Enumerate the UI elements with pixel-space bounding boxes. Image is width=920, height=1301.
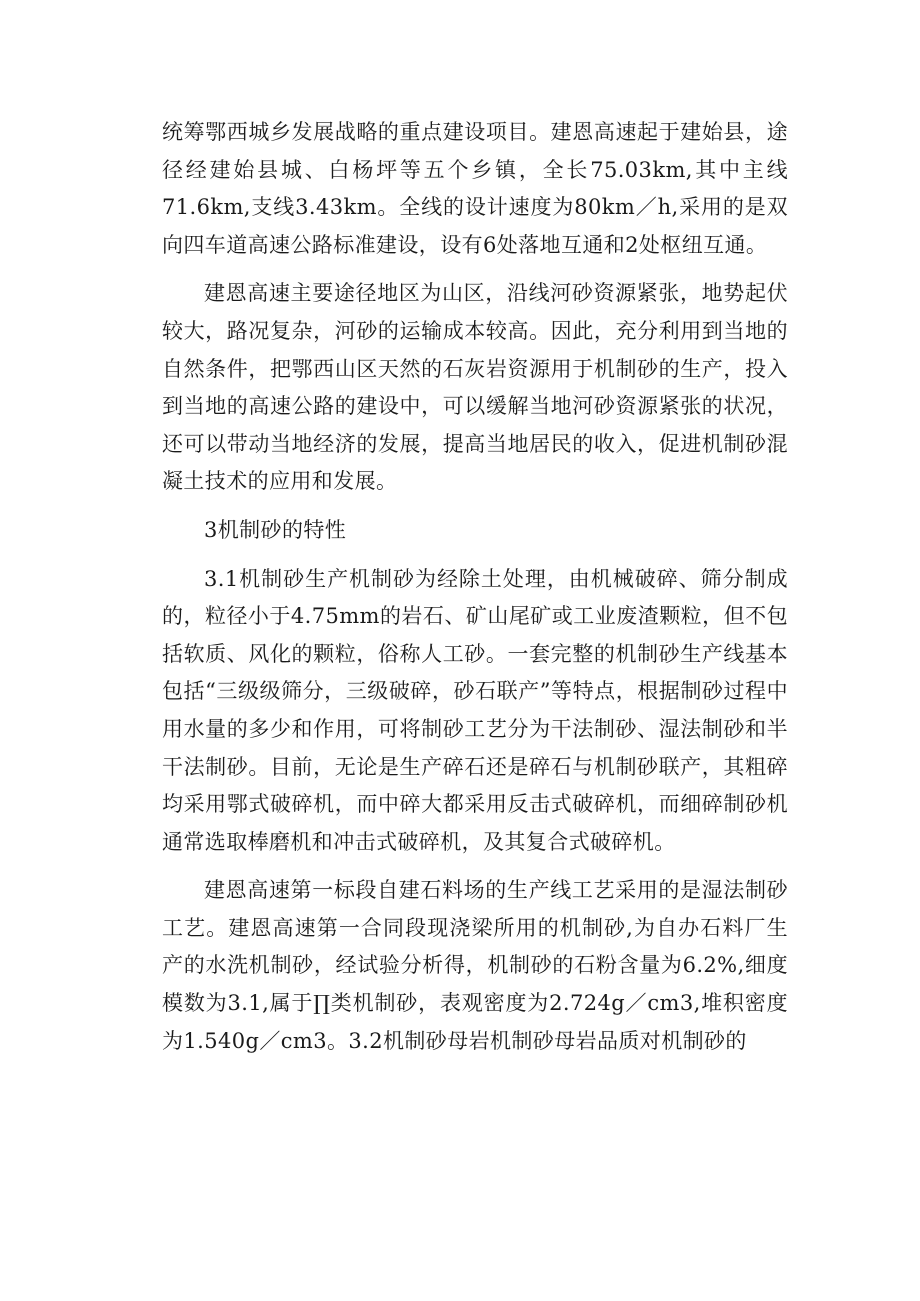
document-body	[162, 114, 788, 1060]
paragraph-region-conditions: 建恩高速主要途径地区为山区，沿线河砂资源紧张，地势起伏较大，路况复杂，河砂的运输成本较高。因此，充分利用到当地的自然条件，把鄂西山区天然的石灰岩资源用于机制砂的生产，投入到当地的高速公路的建设中，可以缓解当地河砂资源紧张的状况，还可以带动当地经济的发展，提高当地居民的收入，促进机制砂混凝土技术的应用和发展。	[162, 281, 788, 494]
section-heading-manufactured-sand: 3机制砂的特性	[204, 517, 347, 542]
paragraph-first-section-process: 建恩高速第一标段自建石料场的生产线工艺采用的是湿法制砂工艺。建恩高速第一合同段现浇梁所用的机制砂,为自办石料厂生产的水洗机制砂，经试验分析得，机制砂的石粉含量为6.2%,细度模数为3.1,属于∏类机制砂，表观密度为2.724g／cm3,堆积密度为1.540g／cm3。3.2机制砂母岩机制砂母岩品质对机制砂的	[162, 878, 788, 1053]
paragraph-project-overview: 统筹鄂西城乡发展战略的重点建设项目。建恩高速起于建始县，途径经建始县城、白杨坪等五个乡镇，全长75.03km,其中主线71.6km,支线3.43km。全线的设计速度为80km／h,采用的是双向四车道高速公路标准建设，设有6处落地互通和2处枢纽互通。	[162, 120, 788, 257]
paragraph-sand-production: 3.1机制砂生产机制砂为经除土处理，由机械破碎、筛分制成的，粒径小于4.75mm的岩石、矿山尾矿或工业废渣颗粒，但不包括软质、风化的颗粒，俗称人工砂。一套完整的机制砂生产线基本包括“三级级筛分，三级破碎，砂石联产”等特点，根据制砂过程中用水量的多少和作用，可将制砂工艺分为干法制砂、湿法制砂和半干法制砂。目前，无论是生产碎石还是碎石与机制砂联产，其粗碎均采用鄂式破碎机，而中碎大都采用反击式破碎机，而细碎制砂机通常选取棒磨机和冲击式破碎机，及其复合式破碎机。	[162, 566, 788, 854]
